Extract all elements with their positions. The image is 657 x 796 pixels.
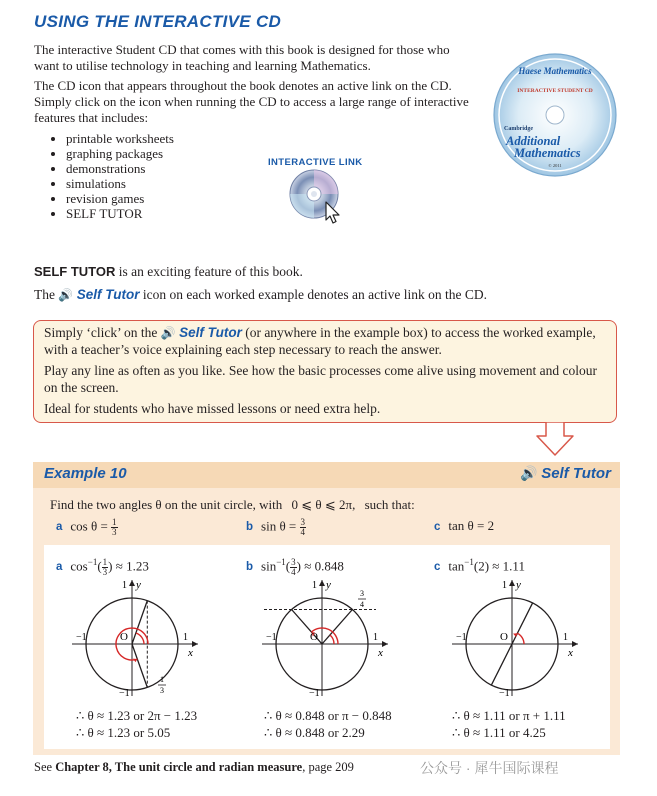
callout-paragraph-2: Play any line as often as you like. See how the basic processes come alive using movement and colour on the screen. <box>44 363 597 395</box>
watermark: 公众号 · 犀牛国际课程 <box>420 760 559 776</box>
list-item: • printable worksheets <box>66 131 174 146</box>
answer-arg: (2) <box>473 558 490 574</box>
unit-circle-diagram-a <box>70 576 200 700</box>
answer-value: ≈ 0.848 <box>304 558 344 574</box>
callout-paragraph-1 <box>44 325 608 358</box>
axis-neg-one-label: −1 <box>499 688 510 699</box>
x-axis-label: x <box>378 647 383 659</box>
origin-label: O <box>500 631 508 643</box>
axis-one-label: 1 <box>563 632 568 643</box>
list-item: • demonstrations <box>66 161 174 176</box>
answer-value: ≈ 1.11 <box>492 558 525 574</box>
speaker-icon[interactable]: 🔊 <box>520 467 538 482</box>
intro-paragraph-2: The CD icon that appears throughout the book denotes an active link on the CD. Simply click on the icon when running the CD to access a large range of interactive features that includes: <box>34 78 469 125</box>
question-range: 0 ⩽ θ ⩽ 2π, <box>291 497 356 512</box>
axis-one-label: 1 <box>502 580 507 591</box>
part-expr: sin θ = <box>261 518 297 534</box>
y-axis-label: y <box>516 579 521 591</box>
answer-conclusion-a <box>76 707 197 741</box>
x-axis-label: x <box>188 647 193 659</box>
speaker-icon[interactable]: 🔊 <box>58 288 74 302</box>
example-question <box>50 497 415 513</box>
example-self-tutor[interactable] <box>520 465 611 483</box>
answer-line: ∴ θ ≈ 1.23 or 2π − 1.23 <box>76 708 198 723</box>
answer-fn: cos <box>70 558 88 574</box>
self-tutor-callout <box>33 320 617 423</box>
question-end: such that: <box>364 497 415 512</box>
axis-one-label: 1 <box>312 580 317 591</box>
answer-head-a: a $\cos^{-1}$( $\frac{1}{3}$ ) ≈ 1.23 <box>56 556 149 577</box>
cd-title-line-1: Additional <box>506 134 561 148</box>
answer-line: ∴ θ ≈ 0.848 or π − 0.848 <box>264 708 392 723</box>
unit-circle-diagram-c <box>450 576 580 700</box>
page-reference <box>34 760 354 775</box>
list-item: • revision games <box>66 191 174 206</box>
part-label: b <box>246 521 254 534</box>
page-title: USING THE INTERACTIVE CD <box>34 12 282 31</box>
part-label: c <box>434 521 441 533</box>
question-part-a <box>56 518 118 537</box>
self-tutor-link[interactable]: Self Tutor <box>76 287 140 302</box>
footer-suffix: , page 209 <box>302 760 354 774</box>
part-expr: tan θ = 2 <box>448 518 495 533</box>
fraction-numerator: 1 <box>160 675 164 684</box>
answer-fn: tan <box>448 558 465 574</box>
callout-p1-start: Simply ‘click’ on the <box>44 325 158 340</box>
part-label: a <box>56 521 63 534</box>
speaker-icon[interactable]: 🔊 <box>160 326 176 340</box>
question-part-c <box>434 518 494 534</box>
fraction-denominator: 4 <box>360 600 364 609</box>
intro-paragraph-1: The interactive Student CD that comes with this book is designed for those who want to utilise technology in teaching and learning Mathematics. <box>34 42 450 73</box>
answer-conclusion-c <box>452 707 566 741</box>
product-cd-image <box>492 52 618 178</box>
question-part-b <box>246 518 306 537</box>
self-tutor-link[interactable]: Self Tutor <box>541 465 611 482</box>
axis-neg-one-label: −1 <box>456 632 467 643</box>
answer-value: ≈ 1.23 <box>115 558 149 574</box>
self-tutor-line-end: icon on each worked example denotes an active link on the CD. <box>142 287 487 302</box>
cd-publisher: Cambridge <box>504 126 533 132</box>
self-tutor-line <box>34 287 487 303</box>
down-arrow-icon <box>536 422 574 456</box>
x-axis-label: x <box>568 647 573 659</box>
intro-text <box>34 42 474 130</box>
fraction-numerator: 3 <box>360 589 364 598</box>
cd-link-icon[interactable] <box>288 168 344 224</box>
fraction: $\frac{3}{4}$ <box>300 517 306 537</box>
answer-fn: sin <box>261 558 277 574</box>
answer-head-b: b $\sin^{-1}$( $\frac{3}{4}$ ) ≈ 0.848 <box>246 556 344 577</box>
axis-neg-one-label: −1 <box>119 688 130 699</box>
feature-list <box>48 131 174 221</box>
self-tutor-line-start: The <box>34 287 55 302</box>
y-axis-label: y <box>326 579 331 591</box>
answer-line: ∴ θ ≈ 0.848 or 2.29 <box>264 725 365 740</box>
cd-brand: Haese Mathematics <box>518 66 592 76</box>
example-title: Example 10 <box>44 465 127 482</box>
cd-title-line-2: Mathematics <box>514 146 581 160</box>
cd-subtitle: INTERACTIVE STUDENT CD <box>517 88 593 94</box>
axis-neg-one-label: −1 <box>76 632 87 643</box>
axis-one-label: 1 <box>183 632 188 643</box>
footer-prefix: See <box>34 760 53 774</box>
list-item: • SELF TUTOR <box>66 206 174 221</box>
part-label: b <box>246 561 254 574</box>
origin-label: O <box>120 631 128 643</box>
origin-label: O <box>310 631 318 643</box>
self-tutor-intro <box>34 264 303 280</box>
axis-neg-one-label: −1 <box>309 688 320 699</box>
self-tutor-name: SELF TUTOR <box>34 264 116 279</box>
axis-neg-one-label: −1 <box>266 632 277 643</box>
footer-chapter: Chapter 8, The unit circle and radian measure <box>55 760 303 774</box>
interactive-link-label: INTERACTIVE LINK <box>268 157 363 168</box>
answer-head-c: c $\tan^{-1}(2) \approx 1.11$ <box>434 557 525 574</box>
part-expr: cos θ = <box>70 518 108 534</box>
list-item: • simulations <box>66 176 174 191</box>
self-tutor-intro-text: is an exciting feature of this book. <box>115 264 303 279</box>
answer-line: ∴ θ ≈ 1.23 or 5.05 <box>76 725 171 740</box>
callout-paragraph-3: Ideal for students who have missed lessons or need extra help. <box>44 401 381 416</box>
fraction: $\frac{1}{3}$ <box>112 517 117 537</box>
part-label: a <box>56 561 63 574</box>
question-start: Find the two angles θ on the unit circle, with <box>50 497 283 512</box>
part-label: c <box>434 561 441 574</box>
list-item: • graphing packages <box>66 146 174 161</box>
unit-circle-diagram-b <box>260 576 390 700</box>
axis-one-label: 1 <box>373 632 378 643</box>
answer-line: ∴ θ ≈ 1.11 or π + 1.11 <box>452 708 566 723</box>
answer-conclusion-b <box>264 707 392 741</box>
answer-line: ∴ θ ≈ 1.11 or 4.25 <box>452 725 546 740</box>
cd-copyright: © 2011 <box>548 163 562 168</box>
axis-one-label: 1 <box>122 580 127 591</box>
y-axis-label: y <box>136 579 141 591</box>
callout-p1-end: (or anywhere in the example box) to access the worked example, with a teacher’s voice explaining each step necessary to reach the answer. <box>44 325 596 357</box>
self-tutor-link[interactable]: Self Tutor <box>179 325 242 340</box>
fraction-denominator: 3 <box>160 686 164 695</box>
